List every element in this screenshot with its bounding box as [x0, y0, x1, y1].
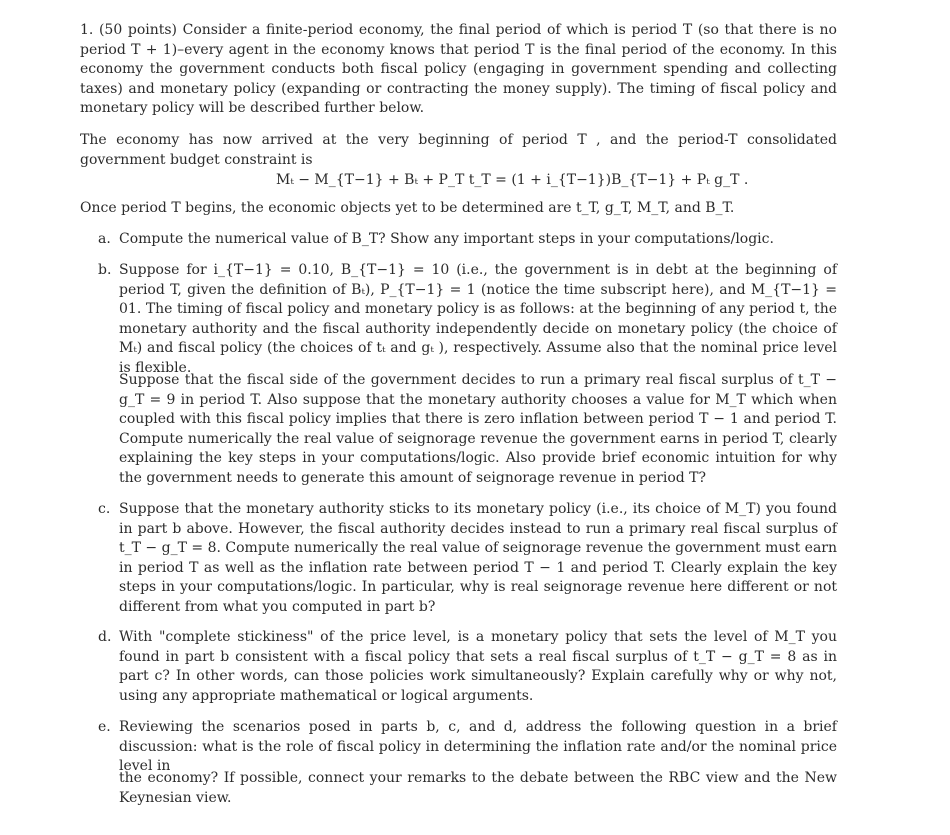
budget-constraint-equation: Mₜ − M_{T−1} + Bₜ + P_T t_T = (1 + i_{T−1})B_{T−1} + Pₜ g_T . [276, 172, 749, 188]
part-e [98, 718, 837, 777]
part-text: Suppose for i_{T−1} = 0.10, B_{T−1} = 10 (i.e., the government is in debt at the beginning of period T, given the definition of Bₜ), P_{T−1} = 1 (notice the time subscript here), and M_{T−1} = 01. The timing of fiscal policy and monetary policy is as follows: at the beginning of any period t, the monetary authority and the fiscal authority independently decide on monetary policy (the choice of Mₜ) and fiscal policy (the choices of tₜ and gₜ ), respectively. Assume also that the nominal price level is flexible. [119, 262, 837, 376]
part-label: e. [98, 719, 111, 735]
unknowns-sentence: Once period T begins, the economic objects yet to be determined are t_T, g_T, M_T, and B_T. [80, 200, 735, 216]
part-b [98, 261, 837, 379]
problem-intro: 1. (50 points) Consider a finite-period economy, the final period of which is period T (so that there is no period T + 1)–every agent in the economy knows that period T is the final period of the economy. In this economy the government conducts both fiscal policy (engaging in government spending and collecting taxes) and monetary policy (expanding or contracting the money supply). The timing of fiscal policy and monetary policy will be described further below. [80, 22, 837, 117]
part-d [98, 628, 837, 706]
part-label: d. [98, 629, 112, 645]
part-text: Suppose that the monetary authority sticks to its monetary policy (i.e., its choice of M_T) you found in part b above. However, the fiscal authority decides instead to run a primary real fiscal surplus of t_T − g_T = 8. Compute numerically the real value of seignorage revenue the government must earn in period T as well as the inflation rate between period T − 1 and period T. Clearly explain the key steps in your computations/logic. In particular, why is real seignorage revenue here different or not different from what you computed in part b? [119, 501, 837, 615]
problem-context: The economy has now arrived at the very beginning of period T , and the period-T consolidated government budget constraint is [80, 132, 837, 168]
part-text: With "complete stickiness" of the price level, is a monetary policy that sets the level of M_T you found in part b consistent with a fiscal policy that sets a real fiscal surplus of t_T − g_T = 8 as in part c? In other words, can those policies work simultaneously? Explain carefully why or why not, using any appropriate mathematical or logical arguments. [119, 629, 837, 704]
part-label: c. [98, 501, 111, 517]
part-b-continuation: Suppose that the fiscal side of the government decides to run a primary real fiscal surplus of t_T − g_T = 9 in period T. Also suppose that the monetary authority chooses a value for M_T which when coupled with this fiscal policy implies that there is zero inflation between period T − 1 and period T. Compute numerically the real value of seignorage revenue the government earns in period T, clearly explaining the key steps in your computations/logic. Also provide brief economic intuition for why the government needs to generate this amount of seignorage revenue in period T? [119, 372, 837, 486]
part-a [98, 230, 837, 250]
part-label: b. [98, 262, 112, 278]
part-label: a. [98, 231, 111, 247]
part-e-continuation: the economy? If possible, connect your remarks to the debate between the RBC view and the New Keynesian view. [119, 770, 837, 806]
part-text: Reviewing the scenarios posed in parts b, c, and d, address the following question in a brief discussion: what is the role of fiscal policy in determining the inflation rate and/or the nominal price level in [119, 719, 837, 775]
part-c [98, 500, 837, 618]
part-text: Compute the numerical value of B_T? Show any important steps in your computations/logic. [119, 231, 774, 247]
